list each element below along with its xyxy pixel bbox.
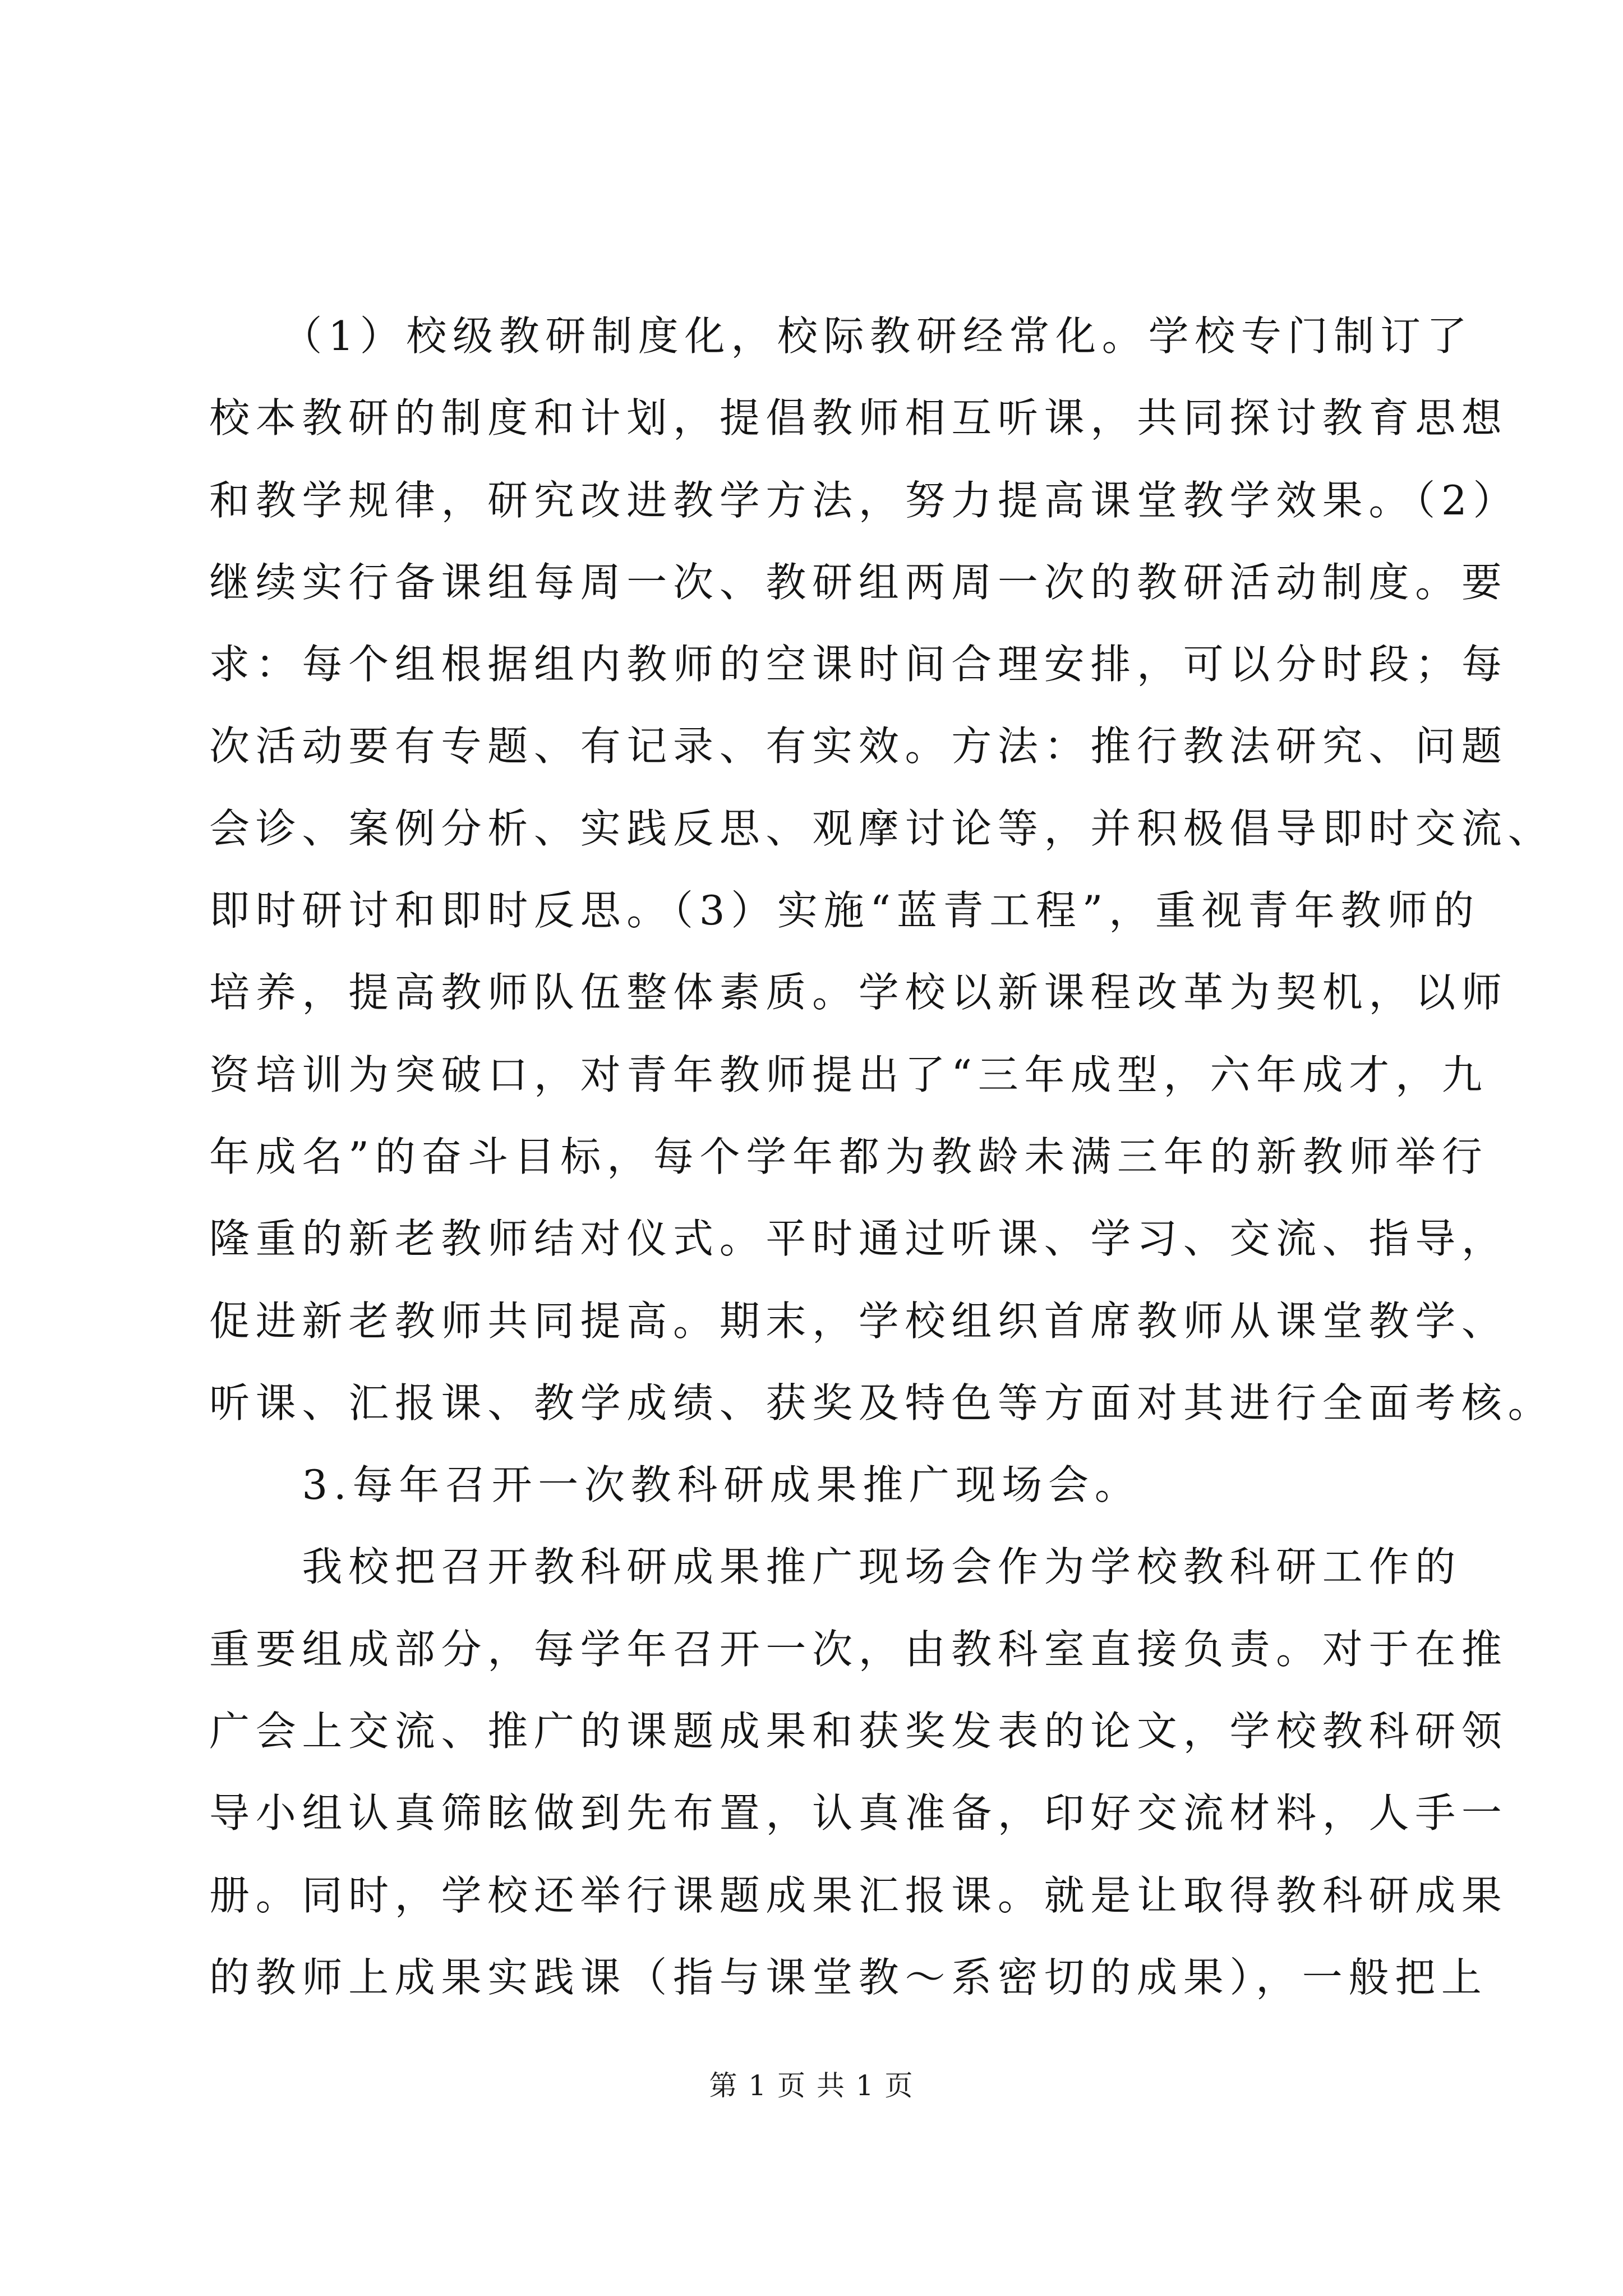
text-line-16: 我校把召开教科研成果推广现场会作为学校教科研工作的 — [209, 1543, 1461, 1591]
text-line-2: 校本教研的制度和计划，提倡教师相互听课，共同探讨教育思想 — [209, 394, 1508, 442]
text-line-17: 重要组成部分，每学年召开一次，由教科室直接负责。对于在推 — [209, 1625, 1508, 1673]
text-line-14: 听课、汇报课、教学成绩、获奖及特色等方面对其进行全面考核。 — [209, 1379, 1555, 1427]
page-footer — [0, 2063, 1623, 2108]
text-line-8: 即时研讨和即时反思。（3）实施“蓝青工程”，重视青年教师的 — [209, 887, 1480, 935]
text-line-9: 培养，提高教师队伍整体素质。学校以新课程改革为契机，以师 — [209, 969, 1508, 1016]
text-line-18: 广会上交流、推广的课题成果和获奖发表的论文，学校教科研领 — [209, 1708, 1508, 1755]
text-line-4: 继续实行备课组每周一次、教研组两周一次的教研活动制度。要 — [209, 558, 1508, 606]
text-line-10: 资培训为突破口，对青年教师提出了“三年成型，六年成才，九 — [209, 1051, 1488, 1098]
text-line-12: 隆重的新老教师结对仪式。平时通过听课、学习、交流、指导， — [209, 1215, 1508, 1263]
text-line-15: 3.每年召开一次教科研成果推广现场会。 — [209, 1461, 1141, 1509]
text-line-13: 促进新老教师共同提高。期末，学校组织首席教师从课堂教学、 — [209, 1297, 1508, 1345]
text-line-7: 会诊、案例分析、实践反思、观摩讨论等，并积极倡导即时交流、 — [209, 804, 1555, 852]
text-line-1: （1）校级教研制度化，校际教研经常化。学校专门制订了 — [209, 312, 1473, 360]
text-line-6: 次活动要有专题、有记录、有实效。方法：推行教法研究、问题 — [209, 723, 1508, 770]
page-number-label: 第 1 页 共 1 页 — [709, 2069, 914, 2102]
text-line-19: 导小组认真筛眩做到先布置，认真准备，印好交流材料，人手一 — [209, 1789, 1508, 1837]
text-line-21: 的教师上成果实践课（指与课堂教～系密切的成果），一般把上 — [209, 1953, 1488, 2001]
text-line-20: 册。同时，学校还举行课题成果汇报课。就是让取得教科研成果 — [209, 1871, 1508, 1919]
text-line-5: 求：每个组根据组内教师的空课时间合理安排，可以分时段；每 — [209, 641, 1508, 688]
text-line-3: 和教学规律，研究改进教学方法，努力提高课堂教学效果。（2） — [209, 476, 1520, 524]
document-body — [209, 295, 1555, 2018]
text-line-11: 年成名”的奋斗目标，每个学年都为教龄未满三年的新教师举行 — [209, 1133, 1488, 1180]
